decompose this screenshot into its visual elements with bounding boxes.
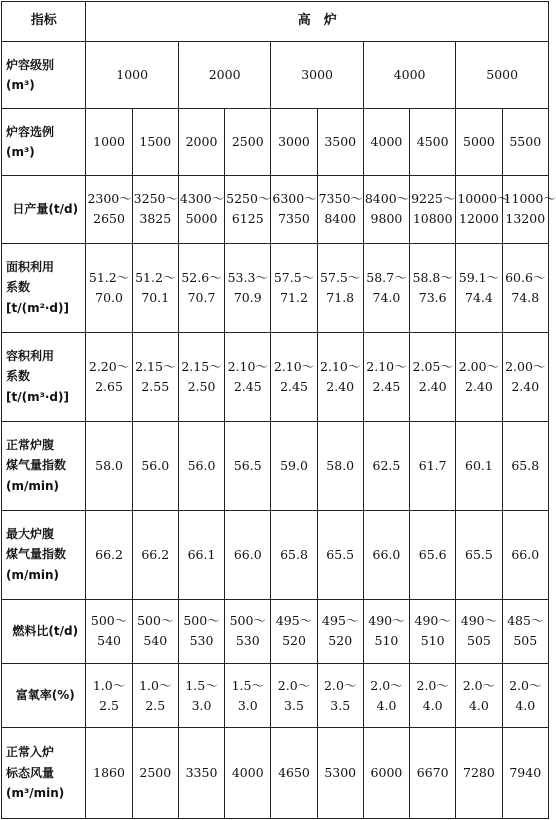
oxygen-enrichment-cell bbox=[86, 664, 132, 728]
cell-line: 65.5 bbox=[465, 546, 493, 562]
normal-bosh-gas-label-line: 正常炉腹 bbox=[6, 437, 55, 452]
oxygen-enrichment-cell bbox=[363, 664, 409, 728]
volume-utilization-label-line: 容积利用 bbox=[6, 349, 55, 363]
cell-line: 56.5 bbox=[233, 457, 262, 473]
cell-line: 2.15～ bbox=[181, 358, 222, 374]
cell-line: 6300～ bbox=[272, 191, 317, 207]
cell-line: 530 bbox=[235, 633, 260, 649]
cell-line: 6000 bbox=[370, 764, 403, 780]
normal-blast-volume-cell bbox=[86, 727, 132, 818]
fuel-ratio-cell bbox=[456, 599, 502, 664]
cell-line: 520 bbox=[328, 633, 353, 649]
cell-line: 70.9 bbox=[233, 289, 262, 305]
area-utilization-cell bbox=[132, 243, 178, 332]
area-utilization-cell bbox=[502, 243, 548, 332]
normal-bosh-gas-label bbox=[2, 421, 86, 510]
example-value: 2000 bbox=[178, 109, 224, 176]
area-utilization-cell bbox=[456, 243, 502, 332]
cell-line: 3.5 bbox=[284, 697, 304, 713]
cell-line: 2.0～ bbox=[509, 677, 542, 693]
oxygen-enrichment-cell bbox=[456, 664, 502, 728]
cell-line: 2.10～ bbox=[366, 358, 407, 374]
oxygen-enrichment-label bbox=[2, 664, 86, 728]
normal-bosh-gas-row bbox=[2, 421, 549, 510]
example-value: 3000 bbox=[271, 109, 317, 176]
cell-line: 5300 bbox=[324, 764, 357, 780]
cell-line: 1.0～ bbox=[139, 677, 172, 693]
cell-line: 1.5～ bbox=[231, 677, 264, 693]
max-bosh-gas-label-line: (m/min) bbox=[6, 567, 60, 582]
cell-line: 53.3～ bbox=[227, 269, 268, 285]
cell-line: 520 bbox=[282, 633, 306, 649]
cell-line: 8400～ bbox=[364, 191, 410, 207]
fuel-ratio-cell bbox=[317, 599, 363, 664]
cell-line: 490～ bbox=[368, 613, 405, 629]
cell-line: 12000 bbox=[459, 211, 499, 227]
cell-line: 10000～ bbox=[457, 191, 510, 207]
max-bosh-gas-cell bbox=[132, 510, 178, 599]
example-label-unit: (m³) bbox=[6, 145, 35, 160]
header-row bbox=[2, 2, 549, 42]
cell-line: 60.1 bbox=[465, 457, 493, 473]
daily-output-cell bbox=[271, 175, 317, 243]
daily-output-cell bbox=[132, 175, 178, 243]
example-value: 5500 bbox=[502, 109, 548, 176]
cell-line: 65.6 bbox=[418, 546, 447, 562]
cell-line: 2.40 bbox=[418, 378, 447, 394]
volume-utilization-cell bbox=[178, 332, 224, 421]
cell-line: 3350 bbox=[185, 764, 218, 780]
daily-output-cell bbox=[363, 175, 409, 243]
cell-line: 7940 bbox=[509, 764, 542, 780]
cell-line: 4.0 bbox=[515, 697, 536, 713]
max-bosh-gas-cell bbox=[178, 510, 224, 599]
cell-line: 6670 bbox=[416, 764, 449, 780]
cell-line: 2.50 bbox=[187, 378, 216, 394]
cell-line: 2.15～ bbox=[135, 358, 176, 374]
fuel-ratio-cell bbox=[132, 599, 178, 664]
cell-line: 505 bbox=[513, 633, 538, 649]
cell-line: 2.45 bbox=[372, 378, 401, 394]
volume-utilization-row bbox=[2, 332, 549, 421]
cell-line: 57.5～ bbox=[273, 269, 315, 285]
grade-row bbox=[2, 42, 549, 109]
cell-line: 58.8～ bbox=[412, 269, 453, 285]
cell-line: 4.0 bbox=[376, 697, 397, 713]
cell-line: 4300～ bbox=[179, 191, 225, 207]
cell-line: 3.5 bbox=[330, 697, 351, 713]
grade-value: 4000 bbox=[363, 42, 455, 109]
max-bosh-gas-cell bbox=[271, 510, 317, 599]
normal-blast-volume-cell bbox=[178, 727, 224, 818]
cell-line: 13200 bbox=[505, 211, 546, 227]
fuel-ratio-label bbox=[2, 599, 86, 664]
grade-label-unit: (m³) bbox=[6, 78, 35, 93]
cell-line: 74.8 bbox=[511, 289, 540, 305]
cell-line: 65.8 bbox=[511, 457, 540, 473]
daily-output-row bbox=[2, 175, 549, 243]
max-bosh-gas-cell bbox=[456, 510, 502, 599]
normal-blast-volume-cell bbox=[363, 727, 409, 818]
volume-utilization-cell bbox=[502, 332, 548, 421]
oxygen-enrichment-cell bbox=[317, 664, 363, 728]
cell-line: 66.0 bbox=[511, 546, 540, 562]
cell-line: 2.0～ bbox=[324, 677, 357, 693]
daily-output-cell bbox=[178, 175, 224, 243]
normal-blast-volume-cell bbox=[410, 727, 456, 818]
normal-bosh-gas-cell bbox=[502, 421, 548, 510]
normal-blast-volume-cell bbox=[502, 727, 548, 818]
grade-value: 2000 bbox=[178, 42, 270, 109]
volume-utilization-cell bbox=[363, 332, 409, 421]
normal-blast-volume-label-line: (m³/min) bbox=[6, 786, 65, 801]
cell-line: 2300～ bbox=[87, 191, 132, 207]
normal-blast-volume-cell bbox=[271, 727, 317, 818]
normal-bosh-gas-cell bbox=[271, 421, 317, 510]
cell-line: 70.1 bbox=[141, 289, 170, 305]
cell-line: 62.5 bbox=[372, 457, 401, 473]
cell-line: 71.8 bbox=[326, 289, 355, 305]
cell-line: 2.40 bbox=[511, 378, 540, 394]
oxygen-enrichment-cell bbox=[178, 664, 224, 728]
cell-line: 10800 bbox=[412, 211, 453, 227]
cell-line: 9225～ bbox=[411, 191, 456, 207]
cell-line: 70.0 bbox=[95, 289, 123, 305]
cell-line: 495～ bbox=[322, 613, 359, 629]
example-label bbox=[2, 109, 86, 176]
daily-output-cell bbox=[410, 175, 456, 243]
grade-label-line: 炉容级别 bbox=[6, 57, 55, 72]
fuel-ratio-cell bbox=[363, 599, 409, 664]
cell-line: 2.00～ bbox=[505, 358, 546, 374]
normal-blast-volume-cell bbox=[132, 727, 178, 818]
fuel-ratio-cell bbox=[178, 599, 224, 664]
max-bosh-gas-cell bbox=[225, 510, 271, 599]
cell-line: 1.5～ bbox=[185, 677, 218, 693]
grade-value: 3000 bbox=[271, 42, 363, 109]
volume-utilization-label-line: 系数 bbox=[6, 369, 31, 384]
cell-line: 56.0 bbox=[187, 457, 216, 473]
fuel-ratio-cell bbox=[410, 599, 456, 664]
cell-line: 2.40 bbox=[465, 378, 493, 394]
normal-bosh-gas-cell bbox=[178, 421, 224, 510]
normal-bosh-gas-cell bbox=[86, 421, 132, 510]
cell-line: 2500 bbox=[139, 764, 172, 780]
cell-line: 4.0 bbox=[468, 697, 489, 713]
cell-line: 66.0 bbox=[233, 546, 262, 562]
cell-line: 5000 bbox=[185, 211, 218, 227]
cell-line: 56.0 bbox=[141, 457, 170, 473]
volume-utilization-cell bbox=[132, 332, 178, 421]
cell-line: 490～ bbox=[460, 613, 498, 629]
cell-line: 66.2 bbox=[141, 546, 170, 562]
example-label-line: 炉容选例 bbox=[6, 124, 55, 139]
max-bosh-gas-cell bbox=[410, 510, 456, 599]
normal-bosh-gas-cell bbox=[456, 421, 502, 510]
cell-line: 2.45 bbox=[233, 378, 262, 394]
normal-blast-volume-label-line: 正常入炉 bbox=[6, 745, 55, 760]
cell-line: 61.7 bbox=[418, 457, 447, 473]
example-value: 1000 bbox=[86, 109, 132, 176]
volume-utilization-cell bbox=[271, 332, 317, 421]
cell-line: 4650 bbox=[278, 764, 310, 780]
max-bosh-gas-label-line: 最大炉腹 bbox=[6, 526, 55, 541]
max-bosh-gas-cell bbox=[86, 510, 132, 599]
daily-output-label-line: 日产量(t/d) bbox=[12, 202, 79, 217]
cell-line: 2.5 bbox=[145, 697, 166, 713]
fuel-ratio-cell bbox=[86, 599, 132, 664]
normal-bosh-gas-label-line: (m/min) bbox=[6, 478, 60, 493]
max-bosh-gas-row bbox=[2, 510, 549, 599]
cell-line: 540 bbox=[143, 633, 168, 649]
daily-output-cell bbox=[225, 175, 271, 243]
volume-utilization-cell bbox=[86, 332, 132, 421]
cell-line: 2.10～ bbox=[320, 358, 361, 374]
cell-line: 500～ bbox=[183, 613, 220, 629]
cell-line: 4.0 bbox=[422, 697, 443, 713]
grade-label bbox=[2, 42, 86, 109]
area-utilization-cell bbox=[410, 243, 456, 332]
oxygen-enrichment-cell bbox=[271, 664, 317, 728]
oxygen-enrichment-cell bbox=[502, 664, 548, 728]
area-utilization-row bbox=[2, 243, 549, 332]
cell-line: 3.0 bbox=[191, 697, 212, 713]
normal-bosh-gas-cell bbox=[410, 421, 456, 510]
cell-line: 74.0 bbox=[372, 289, 401, 305]
cell-line: 58.7～ bbox=[366, 269, 407, 285]
cell-line: 2.0～ bbox=[370, 677, 403, 693]
normal-bosh-gas-cell bbox=[363, 421, 409, 510]
fuel-ratio-label-line: 燃料比(t/d) bbox=[12, 624, 79, 639]
normal-bosh-gas-cell bbox=[317, 421, 363, 510]
cell-line: 510 bbox=[374, 633, 399, 649]
oxygen-enrichment-row bbox=[2, 664, 549, 728]
daily-output-cell bbox=[456, 175, 510, 243]
example-value: 3500 bbox=[317, 109, 363, 176]
cell-line: 73.6 bbox=[418, 289, 447, 305]
area-utilization-cell bbox=[225, 243, 271, 332]
cell-line: 6125 bbox=[231, 211, 264, 227]
fuel-ratio-cell bbox=[225, 599, 271, 664]
cell-line: 2.65 bbox=[95, 378, 123, 394]
cell-line: 60.6～ bbox=[505, 269, 546, 285]
cell-line: 58.0 bbox=[326, 457, 355, 473]
example-value: 4000 bbox=[363, 109, 409, 176]
blast-furnace-parameter-table bbox=[1, 1, 556, 819]
area-utilization-label-line: 面积利用 bbox=[6, 260, 55, 275]
oxygen-enrichment-cell bbox=[132, 664, 178, 728]
normal-bosh-gas-cell bbox=[132, 421, 178, 510]
furnace-header: 高 炉 bbox=[86, 2, 549, 42]
max-bosh-gas-cell bbox=[363, 510, 409, 599]
normal-blast-volume-cell bbox=[317, 727, 363, 818]
cell-line: 66.0 bbox=[372, 546, 401, 562]
cell-line: 490～ bbox=[414, 613, 451, 629]
oxygen-enrichment-label-line: 富氧率(%) bbox=[15, 688, 75, 703]
cell-line: 51.2～ bbox=[88, 269, 130, 285]
area-utilization-label-line: [t/(m²·d)] bbox=[6, 300, 69, 315]
cell-line: 5250～ bbox=[226, 191, 271, 207]
area-utilization-cell bbox=[363, 243, 409, 332]
daily-output-cell bbox=[317, 175, 363, 243]
daily-output-cell bbox=[86, 175, 132, 243]
normal-blast-volume-label bbox=[2, 727, 86, 818]
area-utilization-label-line: 系数 bbox=[6, 280, 31, 295]
cell-line: 500～ bbox=[137, 613, 174, 629]
example-value: 4500 bbox=[410, 109, 456, 176]
cell-line: 57.5～ bbox=[320, 269, 361, 285]
fuel-ratio-cell bbox=[271, 599, 317, 664]
cell-line: 65.8 bbox=[280, 546, 308, 562]
cell-line: 51.2～ bbox=[135, 269, 176, 285]
cell-line: 2.20～ bbox=[88, 358, 130, 374]
cell-line: 2.5 bbox=[99, 697, 119, 713]
cell-line: 9800 bbox=[370, 211, 403, 227]
normal-blast-volume-row bbox=[2, 727, 549, 818]
cell-line: 2.10～ bbox=[227, 358, 268, 374]
example-value: 5000 bbox=[456, 109, 502, 176]
normal-bosh-gas-cell bbox=[225, 421, 271, 510]
cell-line: 8400 bbox=[324, 211, 357, 227]
volume-utilization-cell bbox=[225, 332, 271, 421]
max-bosh-gas-cell bbox=[502, 510, 548, 599]
area-utilization-cell bbox=[178, 243, 224, 332]
cell-line: 7350 bbox=[278, 211, 310, 227]
cell-line: 2650 bbox=[93, 211, 125, 227]
grade-value: 5000 bbox=[456, 42, 549, 109]
cell-line: 2.40 bbox=[326, 378, 355, 394]
example-value: 2500 bbox=[225, 109, 271, 176]
daily-output-label bbox=[2, 175, 86, 243]
normal-bosh-gas-label-line: 煤气量指数 bbox=[6, 458, 67, 473]
cell-line: 2.45 bbox=[280, 378, 308, 394]
max-bosh-gas-label bbox=[2, 510, 86, 599]
indicator-header: 指标 bbox=[2, 2, 86, 42]
cell-line: 3.0 bbox=[237, 697, 258, 713]
cell-line: 485～ bbox=[507, 613, 544, 629]
cell-line: 59.1～ bbox=[458, 269, 500, 285]
cell-line: 52.6～ bbox=[181, 269, 222, 285]
area-utilization-cell bbox=[271, 243, 317, 332]
cell-line: 3250～ bbox=[133, 191, 178, 207]
volume-utilization-cell bbox=[456, 332, 502, 421]
volume-utilization-cell bbox=[317, 332, 363, 421]
cell-line: 1860 bbox=[93, 764, 125, 780]
normal-blast-volume-cell bbox=[456, 727, 502, 818]
grade-value: 1000 bbox=[86, 42, 178, 109]
oxygen-enrichment-cell bbox=[410, 664, 456, 728]
cell-line: 11000～ bbox=[503, 191, 556, 207]
cell-line: 74.4 bbox=[465, 289, 493, 305]
cell-line: 2.55 bbox=[141, 378, 170, 394]
cell-line: 530 bbox=[189, 633, 214, 649]
cell-line: 495～ bbox=[275, 613, 313, 629]
cell-line: 510 bbox=[420, 633, 445, 649]
daily-output-cell bbox=[502, 175, 556, 243]
cell-line: 2.0～ bbox=[416, 677, 449, 693]
volume-utilization-cell bbox=[410, 332, 456, 421]
cell-line: 70.7 bbox=[187, 289, 216, 305]
cell-line: 3825 bbox=[139, 211, 172, 227]
example-value: 1500 bbox=[132, 109, 178, 176]
cell-line: 500～ bbox=[90, 613, 128, 629]
cell-line: 66.2 bbox=[95, 546, 123, 562]
area-utilization-cell bbox=[317, 243, 363, 332]
cell-line: 4000 bbox=[231, 764, 264, 780]
normal-blast-volume-label-line: 标态风量 bbox=[6, 765, 55, 780]
fuel-ratio-row bbox=[2, 599, 549, 664]
cell-line: 1.0～ bbox=[92, 677, 126, 693]
normal-blast-volume-cell bbox=[225, 727, 271, 818]
max-bosh-gas-cell bbox=[317, 510, 363, 599]
fuel-ratio-cell bbox=[502, 599, 548, 664]
cell-line: 71.2 bbox=[280, 289, 308, 305]
volume-utilization-label-line: [t/(m³·d)] bbox=[6, 389, 69, 404]
area-utilization-cell bbox=[86, 243, 132, 332]
cell-line: 2.0～ bbox=[277, 677, 311, 693]
cell-line: 59.0 bbox=[280, 457, 308, 473]
cell-line: 58.0 bbox=[95, 457, 123, 473]
oxygen-enrichment-cell bbox=[225, 664, 271, 728]
cell-line: 66.1 bbox=[187, 546, 216, 562]
max-bosh-gas-label-line: 煤气量指数 bbox=[6, 547, 67, 562]
area-utilization-label bbox=[2, 243, 86, 332]
cell-line: 7280 bbox=[463, 764, 495, 780]
cell-line: 500～ bbox=[229, 613, 266, 629]
cell-line: 65.5 bbox=[326, 546, 355, 562]
cell-line: 505 bbox=[467, 633, 491, 649]
cell-line: 2.10～ bbox=[273, 358, 315, 374]
cell-line: 2.0～ bbox=[462, 677, 496, 693]
cell-line: 7350～ bbox=[318, 191, 363, 207]
example-row bbox=[2, 109, 549, 176]
cell-line: 540 bbox=[97, 633, 121, 649]
volume-utilization-label bbox=[2, 332, 86, 421]
cell-line: 2.00～ bbox=[458, 358, 500, 374]
cell-line: 2.05～ bbox=[412, 358, 453, 374]
